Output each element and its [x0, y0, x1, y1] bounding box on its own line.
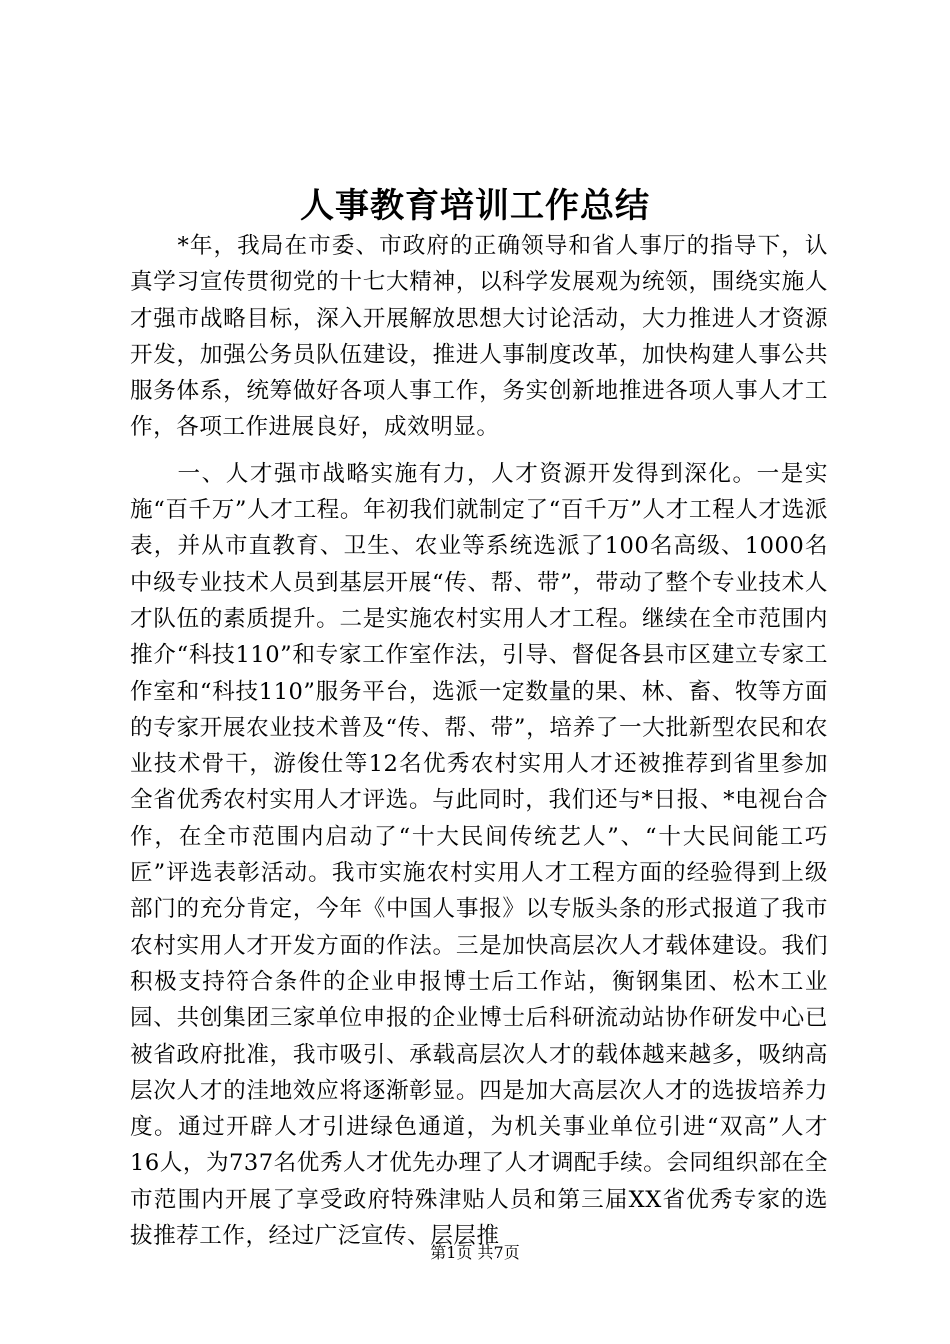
page-number: 第1页 共7页 [430, 1243, 520, 1262]
paragraph-section-one: 一、人才强市战略实施有力，人才资源开发得到深化。一是实施“百千万”人才工程。年初我们就制定了“百千万”人才工程人才选派表，并从市直教育、卫生、农业等系统选派了100名高级、1000名中级专业技术人员到基层开展“传、帮、带”，带动了整个专业技术人才队伍的素质提升。二是实施农村实用人才工程。继续在全市范围内推介“科技110”和专家工作室作法，引导、督促各县市区建立专家工作室和“科技110”服务平台，选派一定数量的果、林、畜、牧等方面的专家开展农业技术普及“传、帮、带”，培养了一大批新型农民和农业技术骨干，游俊仕等12名优秀农村实用人才还被推荐到省里参加全省优秀农村实用人才评选。与此同时，我们还与*日报、*电视台合作，在全市范围内启动了“十大民间传统艺人”、“十大民间能工巧匠”评选表彰活动。我市实施农村实用人才工程方面的经验得到上级部门的充分肯定，今年《中国人事报》以专版头条的形式报道了我市农村实用人才开发方面的作法。三是加快高层次人才载体建设。我们积极支持符合条件的企业申报博士后工作站，衡钢集团、松木工业园、共创集团三家单位申报的企业博士后科研流动站协作研发中心已被省政府批准，我市吸引、承载高层次人才的载体越来越多，吸纳高层次人才的洼地效应将逐渐彰显。四是加大高层次人才的选拔培养力度。通过开辟人才引进绿色通道，为机关事业单位引进“双高”人才16人，为737名优秀人才优先办理了人才调配手续。会同组织部在全市范围内开展了享受政府特殊津贴人员和第三届XX省优秀专家的选拔推荐工作，经过广泛宣传、层层推 [130, 460, 828, 1250]
document-title: 人事教育培训工作总结 [300, 186, 650, 226]
paragraph-intro: *年，我局在市委、市政府的正确领导和省人事厅的指导下，认真学习宣传贯彻党的十七大精神，以科学发展观为统领，围绕实施人才强市战略目标，深入开展解放思想大讨论活动，大力推进人才资源开发，加强公务员队伍建设，推进人事制度改革，加快构建人事公共服务体系，统筹做好各项人事工作，务实创新地推进各项人事人才工作，各项工作进展良好，成效明显。 [130, 233, 828, 441]
document-body [130, 228, 828, 1264]
